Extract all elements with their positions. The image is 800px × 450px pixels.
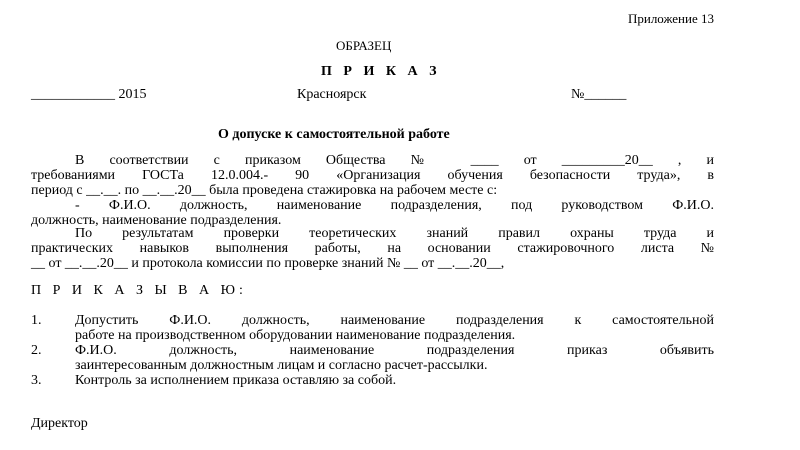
document-title: П Р И К А З: [321, 64, 441, 79]
order-date: ____________ 2015: [31, 87, 147, 102]
paragraph-line: - Ф.И.О. должность, наименование подразделения, под руководством Ф.И.О.: [75, 198, 714, 213]
paragraph-line: требованиями ГОСТа 12.0.004.- 90 «Организация обучения безопасности труда», в: [31, 168, 714, 183]
list-item: [31, 313, 714, 343]
order-heading: П Р И К А З Ы В А Ю:: [31, 283, 247, 298]
paragraph-line: В соответствии с приказом Общества № ____ от _________20__ , и: [75, 153, 714, 168]
order-items-list: [31, 313, 714, 388]
paragraph-line: __ от __.__.20__ и протокола комиссии по проверке знаний № __ от __.__.20__,: [31, 256, 505, 271]
list-item: [31, 343, 714, 373]
signature-label: Директор: [31, 416, 88, 431]
list-item-text: Допустить Ф.И.О. должность, наименование подразделения к самостоятельной: [75, 313, 714, 328]
list-item-number: 2.: [31, 343, 42, 358]
paragraph-line: По результатам проверки теоретических знаний правил охраны труда и: [75, 226, 714, 241]
list-item-number: 1.: [31, 313, 42, 328]
list-item-text: заинтересованным должностным лицам и согласно расчет-рассылки.: [75, 358, 488, 373]
paragraph-line: должность, наименование подразделения.: [31, 213, 282, 228]
paragraph-line: период с __.__. по __.__.20__ была проведена стажировка на рабочем месте с:: [31, 183, 498, 198]
list-item: [31, 373, 714, 388]
order-city: Красноярск: [297, 87, 367, 102]
order-number: №______: [571, 87, 627, 102]
paragraph-line: практических навыков выполнения работы, на основании стажировочного листа №: [31, 241, 714, 256]
list-item-number: 3.: [31, 373, 42, 388]
list-item-text: работе на производственном оборудовании наименование подразделения.: [75, 328, 516, 343]
appendix-label: Приложение 13: [627, 11, 714, 26]
list-item-text: Контроль за исполнением приказа оставляю за собой.: [75, 373, 397, 388]
sample-label: ОБРАЗЕЦ: [336, 38, 392, 53]
paragraph-results: [31, 226, 714, 271]
order-subject: О допуске к самостоятельной работе: [218, 127, 450, 142]
list-item-text: Ф.И.О. должность, наименование подразделения приказ объявить: [75, 343, 714, 358]
paragraph-basis: [31, 153, 714, 228]
